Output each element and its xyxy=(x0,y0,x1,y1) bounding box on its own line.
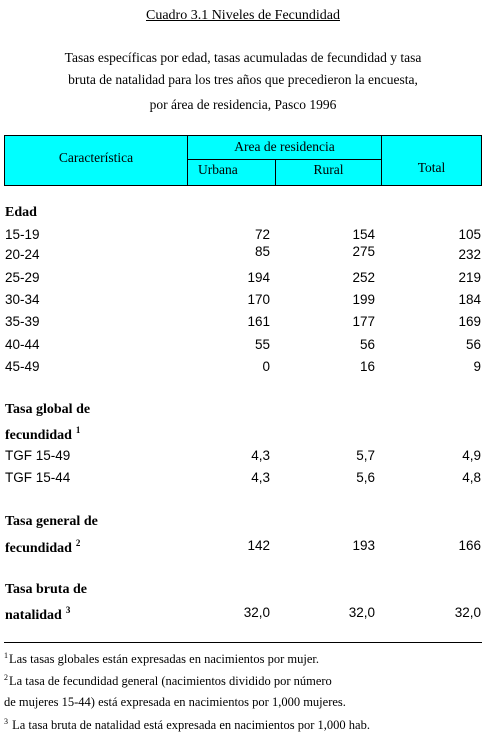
header-total: Total xyxy=(417,160,446,175)
section-heading-tbn xyxy=(0,582,486,602)
section-label: Tasa global de xyxy=(5,402,91,417)
cell-rural: 199 xyxy=(352,292,375,307)
row-label: 15-19 xyxy=(5,227,40,242)
cell-urbana: 142 xyxy=(247,538,270,553)
cell-rural: 56 xyxy=(359,337,375,352)
section-label: Tasa bruta de xyxy=(5,582,87,597)
cell-total: 169 xyxy=(458,314,481,329)
table-title: Cuadro 3.1 Niveles de Fecundidad xyxy=(145,8,340,23)
row-label: 35-39 xyxy=(5,314,40,329)
cell-urbana: 72 xyxy=(254,227,270,242)
row-label: 25-29 xyxy=(5,270,40,285)
cell-urbana: 85 xyxy=(254,244,270,259)
row-label: TGF 15-44 xyxy=(5,470,71,485)
cell-total: 9 xyxy=(473,359,481,374)
table-row xyxy=(0,538,486,558)
cell-rural: 193 xyxy=(352,538,375,553)
footnote-ref: 2 xyxy=(75,538,81,548)
cell-urbana: 4,3 xyxy=(251,448,270,463)
header-urbana: Urbana xyxy=(198,162,238,177)
cell-urbana: 161 xyxy=(247,314,270,329)
section-heading-tgf-line2 xyxy=(0,425,486,445)
table-row xyxy=(0,244,486,267)
header-rural: Rural xyxy=(313,162,344,177)
section-label: Tasa general de xyxy=(5,514,98,529)
cell-rural: 5,7 xyxy=(356,448,375,463)
subtitle-line-2: bruta de natalidad para los tres años que precedieron la encuesta, xyxy=(68,72,418,87)
table-row xyxy=(0,605,486,625)
footnote-divider xyxy=(4,642,482,643)
footnote-2-continued: de mujeres 15-44) está expresada en nacimientos por 1,000 mujeres. xyxy=(4,695,346,709)
cell-rural: 16 xyxy=(359,359,375,374)
table-row xyxy=(0,270,486,290)
table-row xyxy=(0,448,486,468)
cell-urbana: 55 xyxy=(254,337,270,352)
row-label: 40-44 xyxy=(5,337,40,352)
section-label: Edad xyxy=(5,205,37,220)
cell-total: 219 xyxy=(458,270,481,285)
row-label: natalidad $^3$ xyxy=(5,605,71,623)
cell-total: 166 xyxy=(458,538,481,553)
footnote-2: $^2$La tasa de fecundidad general (nacimientos dividido por número xyxy=(4,673,332,688)
cell-rural: 177 xyxy=(352,314,375,329)
cell-total: 184 xyxy=(458,292,481,307)
cell-rural: 275 xyxy=(352,244,375,259)
row-label: 45-49 xyxy=(5,359,40,374)
cell-urbana: 32,0 xyxy=(243,605,270,620)
cell-total: 56 xyxy=(465,337,481,352)
row-label: TGF 15-49 xyxy=(5,448,71,463)
section-label: fecundidad $^1$ xyxy=(5,425,81,443)
table-row xyxy=(0,314,486,334)
cell-urbana: 4,3 xyxy=(251,470,270,485)
footnote-ref: 3 xyxy=(65,605,71,615)
cell-urbana: 0 xyxy=(262,359,270,374)
section-heading-tgfg xyxy=(0,514,486,534)
footnote-3: $^3$ La tasa bruta de natalidad está expresada en nacimientos por 1,000 hab. xyxy=(4,717,370,732)
cell-total: 4,9 xyxy=(462,448,481,463)
row-label: 30-34 xyxy=(5,292,40,307)
table-header xyxy=(4,135,482,186)
section-heading-edad xyxy=(0,205,486,225)
cell-rural: 252 xyxy=(352,270,375,285)
cell-total: 105 xyxy=(458,227,481,242)
cell-rural: 32,0 xyxy=(348,605,375,620)
header-area-residencia: Area de residencia xyxy=(234,139,335,154)
table-row xyxy=(0,470,486,490)
cell-total: 232 xyxy=(458,247,481,262)
row-label: 20-24 xyxy=(5,247,40,262)
section-heading-tgf xyxy=(0,402,486,422)
footnote-1: $^1$Las tasas globales están expresadas en nacimientos por mujer. xyxy=(4,651,319,666)
cell-urbana: 170 xyxy=(247,292,270,307)
table-row xyxy=(0,292,486,312)
header-characteristic: Característica xyxy=(58,150,134,165)
row-label: fecundidad $^2$ xyxy=(5,538,81,556)
table-row xyxy=(0,337,486,357)
cell-total: 32,0 xyxy=(454,605,481,620)
cell-rural: 5,6 xyxy=(356,470,375,485)
cell-rural: 154 xyxy=(352,227,375,242)
footnote-ref: 1 xyxy=(75,425,81,435)
cell-urbana: 194 xyxy=(247,270,270,285)
table-row xyxy=(0,359,486,379)
subtitle-line-3: por área de residencia, Pasco 1996 xyxy=(149,97,337,112)
subtitle-line-1: Tasas específicas por edad, tasas acumuladas de fecundidad y tasa xyxy=(64,50,422,65)
cell-total: 4,8 xyxy=(462,470,481,485)
